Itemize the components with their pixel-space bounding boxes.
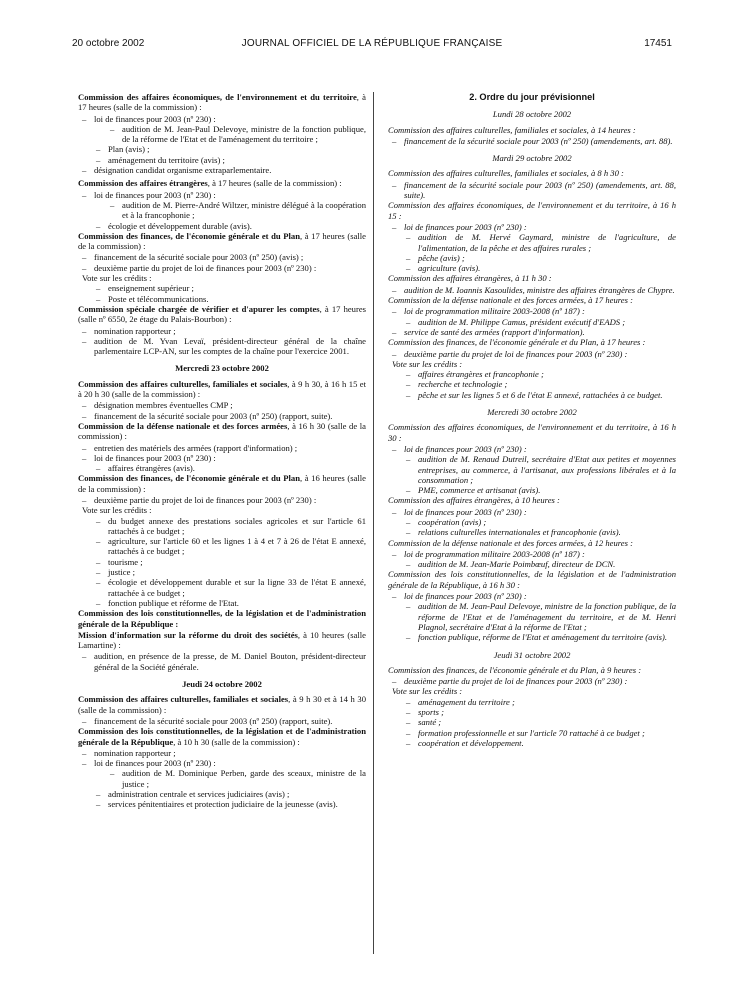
list-item: – pêche et sur les lignes 5 et 6 de l'état E annexé, rattachées à ce budget. bbox=[406, 390, 676, 400]
list-item: – sports ; bbox=[406, 707, 676, 717]
list-item: – désignation candidat organisme extraparlementaire. bbox=[82, 165, 366, 175]
entry: Commission des affaires économiques, de l'environnement et du territoire, à 16 h 30 : bbox=[388, 422, 676, 443]
entry: Commission de la défense nationale et des forces armées, à 17 heures : bbox=[388, 295, 633, 306]
list-item: – Poste et télécommunications. bbox=[96, 294, 366, 304]
entry: Commission des affaires économiques, de l'environnement et du territoire, à 16 h 15 : bbox=[388, 200, 676, 221]
header-date: 20 octobre 2002 bbox=[72, 38, 145, 49]
entry: Commission de la défense nationale et des forces armées, à 16 h 30 (salle de la commission) : bbox=[78, 420, 366, 442]
entry: Commission des affaires étrangères, à 11 h 30 : bbox=[388, 273, 552, 284]
day-heading: Lundi 28 octobre 2002 bbox=[492, 109, 572, 120]
list-item: – loi de finances pour 2003 (nº 230) : bbox=[82, 453, 366, 463]
page-header bbox=[72, 38, 672, 54]
entry: Commission des affaires culturelles, familiales et sociales, à 8 h 30 : bbox=[388, 168, 624, 179]
entry: Mission d'information sur la réforme du droit des sociétés, à 10 heures (salle Lamartine) : bbox=[78, 629, 366, 651]
list-item: – loi de finances pour 2003 (nº 230) : bbox=[392, 507, 676, 517]
list-item: – coopération et développement. bbox=[406, 738, 676, 748]
entry: Commission des affaires étrangères, à 10 heures : bbox=[388, 495, 560, 506]
day-heading: Mardi 29 octobre 2002 bbox=[492, 153, 572, 164]
entry: Commission des finances, de l'économie générale et du Plan, à 16 heures (salle de la commission) : bbox=[78, 473, 366, 494]
list-item: – financement de la sécurité sociale pour 2003 (nº 250) (rapport, suite). bbox=[82, 411, 366, 421]
entry: Commission de la défense nationale et des forces armées, à 12 heures : bbox=[388, 537, 633, 548]
entry: Commission des lois constitutionnelles, de la législation et de l'administration générale de la République : bbox=[78, 608, 366, 629]
list-item: – enseignement supérieur ; bbox=[96, 283, 366, 293]
list-item: – audition de M. Jean-Marie Poimbœuf, directeur de DCN. bbox=[406, 559, 676, 569]
right-column bbox=[388, 92, 676, 748]
entry: Commission des lois constitutionnelles, de la législation et de l'administration générale de la République, à 10 h 30 (salle de la commission) : bbox=[78, 726, 366, 747]
page-number: 17451 bbox=[644, 38, 672, 49]
list-item: – relations culturelles internationales et francophonie (avis). bbox=[406, 527, 676, 537]
list-item: – agriculture (avis). bbox=[406, 263, 676, 273]
list-item: – PME, commerce et artisanat (avis). bbox=[406, 485, 676, 495]
list-item: – nomination rapporteur ; bbox=[82, 326, 366, 336]
list-item: – financement de la sécurité sociale pour 2003 (nº 250) (avis) ; bbox=[82, 252, 366, 262]
list-item: – affaires étrangères (avis). bbox=[96, 463, 366, 473]
list-item: – deuxième partie du projet de loi de finances pour 2003 (nº 230) : bbox=[82, 263, 366, 273]
list-item: – santé ; bbox=[406, 717, 676, 727]
journal-title: JOURNAL OFFICIEL DE LA RÉPUBLIQUE FRANÇAISE bbox=[241, 38, 503, 49]
day-heading: Jeudi 24 octobre 2002 bbox=[182, 679, 262, 690]
list-item: – fonction publique, réforme de l'Etat et aménagement du territoire (avis). bbox=[406, 632, 676, 642]
list-item: – audition de M. Renaud Dutreil, secrétaire d'Etat aux petites et moyennes entreprises, au commerce, à l'artisanat, aux professions libérales et à la consommation ; bbox=[406, 454, 676, 485]
vote-label: Vote sur les crédits : bbox=[82, 273, 152, 284]
list-item: – service de santé des armées (rapport d'information). bbox=[392, 327, 676, 337]
list-item: – financement de la sécurité sociale pour 2003 (nº 250) (amendements, art. 88). bbox=[392, 136, 676, 146]
list-item: – écologie et développement durable (avis). bbox=[96, 221, 366, 231]
list-item: – loi de finances pour 2003 (nº 230) : bbox=[392, 222, 676, 232]
list-item: – deuxième partie du projet de loi de finances pour 2003 (nº 230) : bbox=[392, 676, 676, 686]
entry: Commission des finances, de l'économie générale et du Plan, à 9 heures : bbox=[388, 664, 642, 675]
list-item: – formation professionnelle et sur l'article 70 rattaché à ce budget ; bbox=[406, 728, 676, 738]
list-item: – pêche (avis) ; bbox=[406, 253, 676, 263]
list-item: – affaires étrangères et francophonie ; bbox=[406, 369, 676, 379]
section-title: 2. Ordre du jour prévisionnel bbox=[469, 92, 595, 102]
list-item: – fonction publique et réforme de l'Etat. bbox=[96, 598, 366, 608]
vote-label: Vote sur les crédits : bbox=[392, 686, 463, 697]
entry: Commission spéciale chargée de vérifier et d'apurer les comptes, à 17 heures (salle nº 6550, 2e étage du Palais-Bourbon) : bbox=[78, 303, 366, 325]
list-item: – audition de M. Yvan Levaï, président-directeur général de la chaîne parlementaire LCP-AN, sur les comptes de la chaîne pour l'exercice 2001. bbox=[82, 336, 366, 357]
list-item: – audition de M. Pierre-André Wiltzer, ministre délégué à la coopération et à la francophonie ; bbox=[110, 200, 366, 221]
list-item: – recherche et technologie ; bbox=[406, 379, 676, 389]
entry: Commission des finances, de l'économie générale et du Plan, à 17 heures (salle de la commission) : bbox=[78, 230, 366, 252]
list-item: – entretien des matériels des armées (rapport d'information) ; bbox=[82, 443, 366, 453]
day-heading: Mercredi 23 octobre 2002 bbox=[175, 363, 269, 374]
list-item: – audition de M. Philippe Camus, président exécutif d'EADS ; bbox=[406, 317, 676, 327]
list-item: – loi de finances pour 2003 (nº 230) : bbox=[392, 444, 676, 454]
list-item: – écologie et développement durable et sur la ligne 33 de l'état E annexé, rattachée à ce budget ; bbox=[96, 577, 366, 598]
list-item: – du budget annexe des prestations sociales agricoles et sur l'article 61 rattachés à ce budget ; bbox=[96, 516, 366, 537]
entry: Commission des affaires culturelles, familiales et sociales, à 9 h 30, à 16 h 15 et à 20 h 30 (salle de la commission) : bbox=[78, 378, 367, 400]
entry: Commission des affaires culturelles, familiales et sociales, à 14 heures : bbox=[388, 124, 636, 135]
list-item: – deuxième partie du projet de loi de finances pour 2003 (nº 230) : bbox=[82, 495, 366, 505]
list-item: – financement de la sécurité sociale pour 2003 (nº 250) (rapport, suite). bbox=[82, 716, 366, 726]
list-item: – financement de la sécurité sociale pour 2003 (nº 250) (amendements, art. 88, suite). bbox=[392, 180, 676, 201]
list-item: – administration centrale et services judiciaires (avis) ; bbox=[96, 789, 366, 799]
entry: Commission des affaires étrangères, à 17 heures (salle de la commission) : bbox=[78, 178, 342, 189]
entry: Commission des finances, de l'économie générale et du Plan, à 17 heures : bbox=[388, 337, 646, 348]
list-item: – audition de M. Ioannis Kasoulides, ministre des affaires étrangères de Chypre. bbox=[392, 285, 676, 295]
list-item: – aménagement du territoire ; bbox=[406, 697, 676, 707]
list-item: – nomination rapporteur ; bbox=[82, 748, 366, 758]
list-item: – loi de programmation militaire 2003-2008 (nº 187) : bbox=[392, 549, 676, 559]
vote-label: Vote sur les crédits : bbox=[82, 505, 152, 516]
day-heading: Jeudi 31 octobre 2002 bbox=[493, 649, 571, 660]
list-item: – audition de M. Hervé Gaymard, ministre de l'agriculture, de l'alimentation, de la pêche et des affaires rurales ; bbox=[406, 232, 676, 253]
list-item: – audition de M. Dominique Perben, garde des sceaux, ministre de la justice ; bbox=[110, 768, 366, 789]
list-item: – tourisme ; bbox=[96, 557, 366, 567]
list-item: – loi de programmation militaire 2003-2008 (nº 187) : bbox=[392, 306, 676, 316]
list-item: – audition de M. Jean-Paul Delevoye, ministre de la fonction publique, de la réforme de l'Etat et de l'aménagement du territoire ; bbox=[110, 124, 366, 145]
list-item: – audition, en présence de la presse, de M. Daniel Bouton, président-directeur général de la Société générale. bbox=[82, 651, 366, 672]
left-column bbox=[78, 92, 366, 810]
entry: Commission des affaires économiques, de l'environnement et du territoire, à 17 heures (salle de la commission) : bbox=[78, 92, 366, 113]
list-item: – audition de M. Jean-Paul Delevoye, ministre de la fonction publique, de la réforme de l'Etat et de l'aménagement du territoire, et de M. Henri Plagnol, secrétaire d'Etat à la réforme de l'Etat ; bbox=[406, 601, 676, 632]
vote-label: Vote sur les crédits : bbox=[392, 358, 463, 369]
list-item: – loi de finances pour 2003 (nº 230) : bbox=[82, 114, 366, 124]
entry: Commission des lois constitutionnelles, de la législation et de l'administration générale de la République, à 16 h 30 : bbox=[388, 569, 676, 590]
list-item: – désignation membres éventuelles CMP ; bbox=[82, 400, 366, 410]
list-item: – coopération (avis) ; bbox=[406, 517, 676, 527]
list-item: – deuxième partie du projet de loi de finances pour 2003 (nº 230) : bbox=[392, 349, 676, 359]
list-item: – services pénitentiaires et protection judiciaire de la jeunesse (avis). bbox=[96, 799, 366, 809]
list-item: – loi de finances pour 2003 (nº 230) : bbox=[82, 758, 366, 768]
list-item: – loi de finances pour 2003 (nº 230) : bbox=[392, 591, 676, 601]
list-item: – justice ; bbox=[96, 567, 366, 577]
entry: Commission des affaires culturelles, familiales et sociales, à 9 h 30 et à 14 h 30 (salle de la commission) : bbox=[78, 694, 366, 715]
day-heading: Mercredi 30 octobre 2002 bbox=[487, 407, 577, 418]
list-item: – Plan (avis) ; bbox=[96, 144, 366, 154]
list-item: – aménagement du territoire (avis) ; bbox=[96, 155, 366, 165]
list-item: – agriculture, sur l'article 60 et les lignes 1 à 4 et 7 à 26 de l'état E annexé, rattachés à ce budget ; bbox=[96, 536, 366, 557]
list-item: – loi de finances pour 2003 (nº 230) : bbox=[82, 190, 366, 200]
column-divider bbox=[373, 92, 374, 954]
